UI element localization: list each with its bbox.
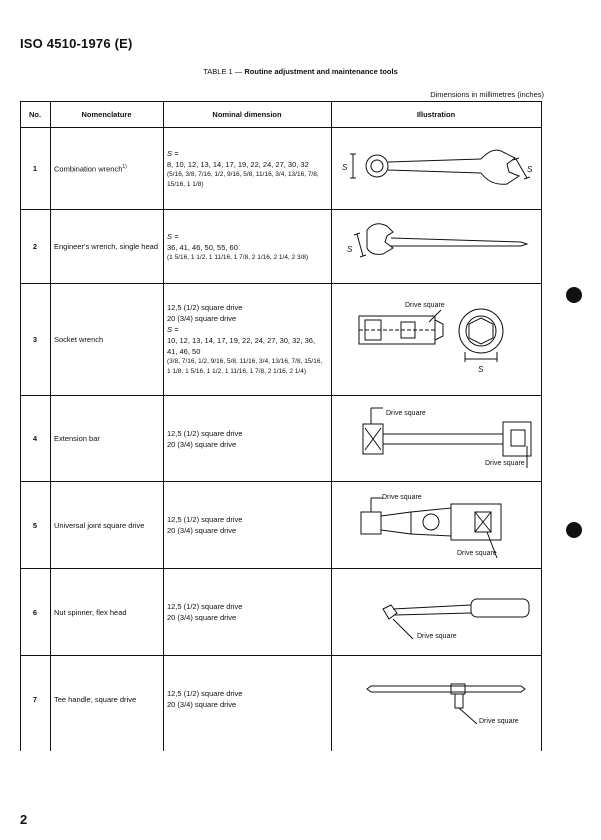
dim-symbol: S = <box>167 325 179 334</box>
row-number: 4 <box>32 434 38 443</box>
drive-square-label: Drive square <box>485 460 525 467</box>
drive-square-label: Drive square <box>382 494 422 501</box>
table-row <box>20 482 542 568</box>
tool-name: Universal joint square drive <box>54 520 145 530</box>
dimension-cell <box>167 396 327 481</box>
dimension-cell <box>167 210 327 283</box>
drive-square-label: Drive square <box>479 718 519 725</box>
extension-bar-illustration <box>331 396 542 481</box>
dimension-cell <box>167 656 327 742</box>
drive-size-2: 20 (3/4) square drive <box>167 700 237 709</box>
nomenclature-cell <box>54 210 162 283</box>
universal-joint-illustration <box>331 482 542 568</box>
tool-name: Extension bar <box>54 434 100 443</box>
illustration-cell <box>331 569 542 655</box>
drive-size-1: 12,5 (1/2) square drive <box>167 428 243 438</box>
dim-symbol: S = <box>167 231 179 241</box>
drive-size-2: 20 (3/4) square drive <box>167 314 237 323</box>
tee-handle-illustration <box>331 656 542 742</box>
dimension-cell <box>167 482 327 568</box>
drive-square-label: Drive square <box>405 302 445 309</box>
header-no: No. <box>28 109 42 119</box>
drive-size-1: 12,5 (1/2) square drive <box>167 602 243 611</box>
drive-size-2: 20 (3/4) square drive <box>167 613 237 622</box>
table-row <box>20 656 542 742</box>
illustration-cell <box>331 284 542 395</box>
nut-spinner-illustration <box>331 569 542 655</box>
dim-inches: (3/8, 7/16, 1/2, 9/16, 5/8, 11/16, 3/4, 13/16, 7/8, 15/16, 1 1/8, 1 5/16, 1 1/2, 1 11/16, 1 7/8, 2 1/16, 2 1/4) <box>167 358 323 375</box>
table-row <box>20 128 542 209</box>
illustration-cell <box>331 210 542 283</box>
dim-inches: (1 5/16, 1 1/2, 1 11/16, 1 7/8, 2 1/16, 2 1/4, 2 3/8) <box>167 253 309 261</box>
tools-table <box>20 101 542 751</box>
drive-size-1: 12,5 (1/2) square drive <box>167 515 243 524</box>
document-id: ISO 4510-1976 (E) <box>20 36 133 51</box>
dimension-cell <box>167 284 327 395</box>
caption-number: TABLE 1 — <box>203 67 243 76</box>
dimensions-note: Dimensions in millimetres (inches) <box>430 90 544 99</box>
table-row <box>20 569 542 655</box>
dim-values: 36, 41, 46, 50, 55, 60 <box>167 242 238 252</box>
illustration-cell <box>331 656 542 742</box>
row-number: 6 <box>32 607 38 617</box>
table-row <box>20 284 542 395</box>
dim-values: 8, 10, 12, 13, 14, 17, 19, 22, 24, 27, 30, 32 <box>167 159 309 169</box>
dim-label-s: S <box>527 165 533 174</box>
drive-size-1: 12,5 (1/2) square drive <box>167 689 243 698</box>
illustration-cell <box>331 396 542 481</box>
nomenclature-cell <box>54 656 162 742</box>
table-row <box>20 210 542 283</box>
dim-symbol: S = <box>167 148 179 158</box>
dim-label-s: S <box>347 245 353 254</box>
illustration-cell <box>331 128 542 209</box>
drive-square-label: Drive square <box>386 410 426 417</box>
tool-name: Socket wrench <box>54 335 104 344</box>
nomenclature-cell <box>54 396 162 481</box>
nomenclature-cell <box>54 482 162 568</box>
drive-size-2: 20 (3/4) square drive <box>167 439 237 449</box>
header-nominal-dimension: Nominal dimension <box>212 109 282 119</box>
caption-title: Routine adjustment and maintenance tools <box>244 67 398 76</box>
combination-wrench-illustration <box>331 128 542 209</box>
page-number: 2 <box>20 812 28 827</box>
binding-hole-mark <box>566 522 582 538</box>
drive-square-label: Drive square <box>457 550 497 557</box>
tool-name: Combination wrench <box>54 164 123 174</box>
nomenclature-cell <box>54 128 162 209</box>
nomenclature-cell <box>54 569 162 655</box>
nomenclature-cell <box>54 284 162 395</box>
dimension-cell <box>167 128 327 209</box>
dim-label-s: S <box>478 365 484 374</box>
drive-square-label: Drive square <box>417 633 457 640</box>
single-head-wrench-illustration <box>331 210 542 283</box>
dim-label-s: S <box>342 163 348 172</box>
socket-wrench-illustration <box>331 284 542 395</box>
dim-inches: (5/16, 3/8, 7/16, 1/2, 9/16, 5/8, 11/16, 3/4, 13/16, 7/8, 15/16, 1 1/8) <box>167 170 319 188</box>
illustration-cell <box>331 482 542 568</box>
drive-size-2: 20 (3/4) square drive <box>167 526 237 535</box>
row-number: 7 <box>32 694 38 704</box>
tool-name: Nut spinner, flex head <box>54 607 127 617</box>
dimension-cell <box>167 569 327 655</box>
footnote-marker: 1) <box>122 164 127 171</box>
table-caption <box>0 67 601 76</box>
tool-name: Tee handle, square drive <box>54 694 137 704</box>
header-illustration: Illustration <box>416 109 456 119</box>
tool-name: Engineer's wrench, single head <box>54 242 158 251</box>
dim-values: 10, 12, 13, 14, 17, 19, 22, 24, 27, 30, 32, 36, 41, 46, 50 <box>167 336 316 356</box>
row-number: 3 <box>32 335 38 344</box>
header-nomenclature: Nomenclature <box>81 109 132 119</box>
binding-hole-mark <box>566 287 582 303</box>
row-number: 5 <box>32 520 38 530</box>
row-number: 2 <box>32 242 38 251</box>
row-number: 1 <box>32 164 38 173</box>
table-row <box>20 396 542 481</box>
drive-size-1: 12,5 (1/2) square drive <box>167 303 243 312</box>
